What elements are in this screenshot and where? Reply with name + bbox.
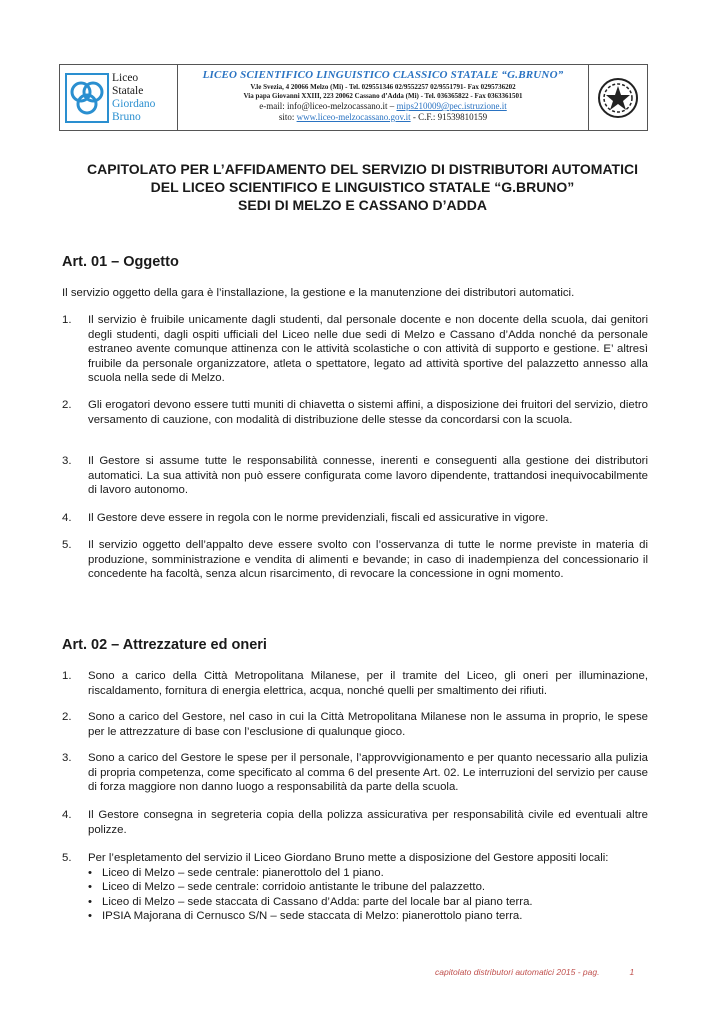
- site-label: sito:: [278, 112, 297, 122]
- item-number: 5.: [62, 852, 72, 864]
- logo-text-line2: Statale: [112, 84, 144, 97]
- document-title: [40, 160, 685, 214]
- item-number: 2.: [62, 399, 72, 411]
- list-item: • Liceo di Melzo – sede centrale: pianerottolo del 1 piano.: [88, 866, 648, 881]
- item-text: Il Gestore si assume tutte le responsabilità connesse, inerenti e conseguenti alla gestione dei distributori automatici. La sua attività non può essere configurata come lavoro dipendente, trattandosi inequivocabilmente di lavoro autonomo.: [88, 455, 648, 496]
- art01-item-1: [62, 313, 648, 386]
- item-number: 3.: [62, 752, 72, 764]
- page-footer: [435, 967, 634, 977]
- locations-list: [88, 866, 648, 924]
- art02-item-3: [62, 751, 648, 795]
- item-text: Il servizio è fruibile unicamente dagli studenti, dal personale docente e non docente della scuola, dai genitori degli studenti, dagli ospiti ufficiali del Liceo nelle due sedi di Melzo e Cassano d’Adda nonché da personale estraneo avente comunque attinenza con le attività scolastiche o con attività di supporto e gestione. E’ altresì fruibile da personale organizzatore, atleta o spettatore, legato ad attività sportive del palazzetto annesso alla scuola nella sede di Melzo.: [88, 314, 648, 384]
- art02-item-2: [62, 710, 648, 739]
- art02-item-4: [62, 808, 648, 837]
- address-cassano: Via papa Giovanni XXIII, 223 20062 Cassano d’Adda (Mi) - Tel. 036365822 - Fax 0363361501: [243, 92, 523, 100]
- title-line3: SEDI DI MELZO E CASSANO D’ADDA: [238, 197, 487, 213]
- art01-item-2: [62, 398, 648, 427]
- item-text: Il servizio oggetto dell’appalto deve essere svolto con l’osservanza di tutte le norme previste in materia di produzione, somministrazione e vendita di alimenti e bevande; in caso di inadempienza del concessionario il concedente ha facoltà, senza alcun risarcimento, di revocare la concessione in ogni momento.: [88, 539, 648, 580]
- footer-text: capitolato distributori automatici 2015 - pag.: [435, 967, 600, 977]
- email-label: e-mail: info@liceo-melzocassano.it –: [259, 101, 397, 111]
- item-number: 5.: [62, 539, 72, 551]
- item-text-intro: Per l’espletamento del servizio il Liceo Giordano Bruno mette a disposizione del Gestore appositi locali:: [88, 852, 609, 864]
- art01-item-3: [62, 454, 648, 498]
- logo-text-line1: Liceo: [112, 71, 139, 84]
- item-number: 1.: [62, 314, 72, 326]
- item-text: Sono a carico della Città Metropolitana Milanese, per il tramite del Liceo, gli oneri per illuminazione, riscaldamento, fornitura di energia elettrica, acqua, nonché quelli per smaltimento dei rifiuti.: [88, 670, 648, 697]
- art01-intro: Il servizio oggetto della gara è l’installazione, la gestione e la manutenzione dei distributori automatici.: [62, 287, 575, 299]
- school-name: LICEO SCIENTIFICO LINGUISTICO CLASSICO STATALE “G.BRUNO”: [202, 69, 564, 81]
- art01-item-4: [62, 511, 648, 526]
- art02-heading: Art. 02 – Attrezzature ed oneri: [62, 637, 267, 653]
- item-number: 1.: [62, 670, 72, 682]
- list-item: • Liceo di Melzo – sede centrale: corridoio antistante le tribune del palazzetto.: [88, 880, 648, 895]
- republic-emblem-icon: [596, 74, 640, 122]
- item-text: Sono a carico del Gestore le spese per il personale, l’approvvigionamento e per quanto necessario alla pulizia di propria competenza, come specificato al comma 6 del presente Art. 02. Le interruzioni del servizio per cause di forza maggiore non danno luogo a responsabilità da parte della scuola.: [88, 752, 648, 793]
- tax-code: - C.F.: 91539810159: [410, 112, 488, 122]
- list-item: • Liceo di Melzo – sede staccata di Cassano d’Adda: parte del locale bar al piano terra.: [88, 895, 648, 910]
- address-melzo: V.le Svezia, 4 20066 Melzo (Mi) - Tel. 029551346 02/9552257 02/9551791- Fax 0295736202: [250, 83, 516, 91]
- page-number: 1: [629, 967, 635, 977]
- school-logo-icon: [64, 72, 110, 124]
- republic-emblem: [588, 65, 647, 130]
- pec-link[interactable]: mips210009@pec.istruzione.it: [396, 101, 507, 111]
- art02-item-5: [62, 851, 648, 924]
- list-item: • IPSIA Majorana di Cernusco S/N – sede staccata di Melzo: pianerottolo piano terra.: [88, 909, 648, 924]
- item-text: Il Gestore deve essere in regola con le norme previdenziali, fiscali ed assicurative in vigore.: [88, 512, 549, 524]
- item-text: [88, 851, 648, 924]
- art02-item-1: [62, 669, 648, 698]
- item-text: Il Gestore consegna in segreteria copia della polizza assicurativa per responsabilità civile ed eventuali altre polizze.: [88, 809, 648, 836]
- item-number: 2.: [62, 711, 72, 723]
- art01-heading: Art. 01 – Oggetto: [62, 254, 179, 270]
- item-number: 3.: [62, 455, 72, 467]
- item-text: Sono a carico del Gestore, nel caso in cui la Città Metropolitana Milanese non le assuma in proprio, le spese per le attrezzature di base con l’esclusione di qualunque gioco.: [88, 711, 648, 738]
- logo-text-line4: Bruno: [112, 110, 141, 123]
- item-number: 4.: [62, 809, 72, 821]
- item-text: Gli erogatori devono essere tutti muniti di chiavetta o sistemi affini, a disposizione dei fruitori del servizio, dietro versamento di cauzione, con modalità di distribuzione delle stesse da concordarsi con la scuola.: [88, 399, 648, 426]
- logo-text-line3: Giordano: [112, 97, 156, 110]
- email-line: [178, 101, 588, 112]
- school-logo: [60, 65, 178, 130]
- title-line2: DEL LICEO SCIENTIFICO E LINGUISTICO STATALE “G.BRUNO”: [150, 179, 575, 195]
- title-line1: CAPITOLATO PER L’AFFIDAMENTO DEL SERVIZIO DI DISTRIBUTORI AUTOMATICI: [87, 161, 638, 177]
- art01-item-5: [62, 538, 648, 582]
- letterhead: [59, 64, 648, 131]
- site-line: [178, 112, 588, 123]
- site-link[interactable]: www.liceo-melzocassano.gov.it: [296, 112, 411, 122]
- item-number: 4.: [62, 512, 72, 524]
- letterhead-info: [178, 65, 588, 130]
